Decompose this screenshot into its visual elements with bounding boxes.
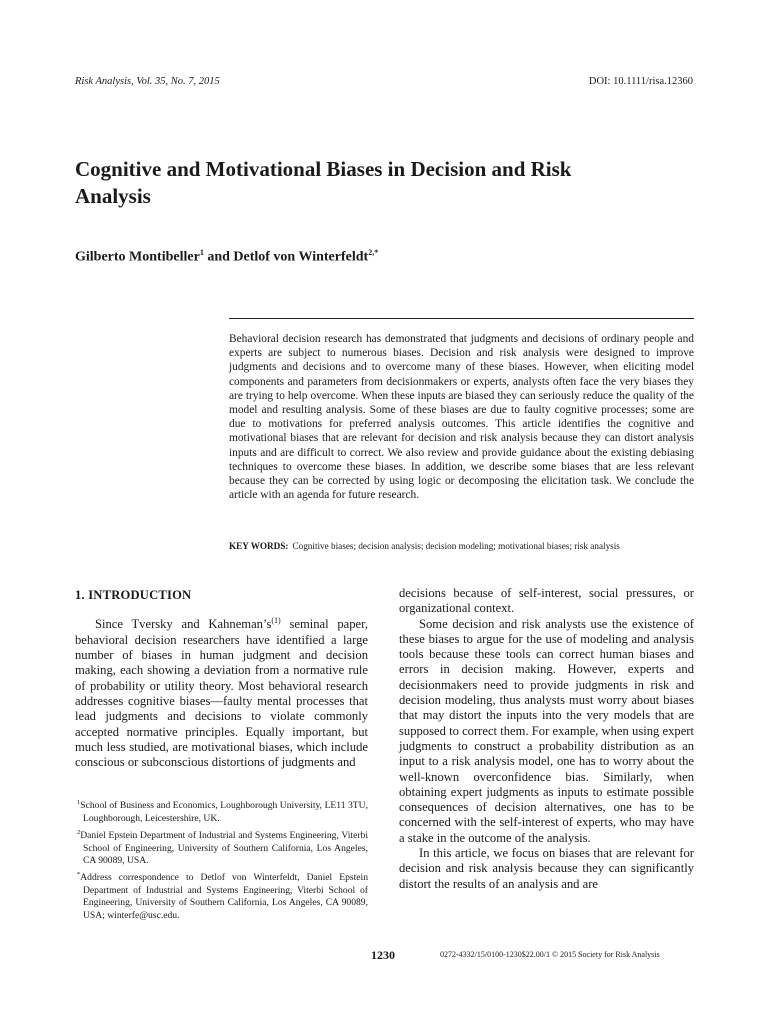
footnote-mark: 1 (77, 799, 81, 806)
author-conjunction: and (203, 249, 234, 265)
footnote-mark: * (77, 871, 81, 879)
author-1: Gilberto Montibeller (75, 249, 200, 265)
right-paragraph-3: In this article, we focus on biases that are relevant for decision and risk analysis because they can significantly distort the results of an analysis and are (399, 846, 694, 891)
footnote-text: School of Business and Economics, Loughborough University, LE11 3TU, Loughborough, Leicestershire, UK. (80, 800, 368, 824)
footnote-2 (75, 827, 368, 867)
author-1-affiliation: 1 (199, 248, 204, 257)
footnote-text: Daniel Epstein Department of Industrial and Systems Engineering, Viterbi School of Engineering, University of Southern California, Los Angeles, CA 90089, USA. (80, 830, 368, 866)
footnote-text: Address correspondence to Detlof von Winterfeldt, Daniel Epstein Department of Industrial and Systems Engineering, Viterbi School of Engineering, University of Southern California, Los Angeles, CA 90089, USA; winterfe@usc.edu. (80, 872, 368, 921)
left-column (75, 588, 368, 770)
keywords-text: Cognitive biases; decision analysis; decision modeling; motivational biases; risk analysis (292, 541, 620, 551)
footnote-correspondence (75, 869, 368, 922)
intro-text-start: Since Tversky and Kahneman’s (95, 617, 272, 632)
author-2-affiliation: 2,* (368, 248, 379, 257)
author-2: Detlof von Winterfeldt (233, 249, 369, 265)
footnotes (75, 797, 368, 924)
journal-citation: Risk Analysis, Vol. 35, No. 7, 2015 (75, 76, 220, 87)
right-column (399, 586, 694, 892)
footnote-mark: 2 (77, 829, 81, 836)
page-number: 1230 (371, 948, 395, 962)
keywords (229, 541, 699, 551)
footnote-1 (75, 797, 368, 825)
copyright: 0272-4332/15/0100-1230$22.00/1 © 2015 Society for Risk Analysis (440, 950, 660, 959)
doi: DOI: 10.1111/risa.12360 (588, 76, 693, 87)
right-paragraph-1: decisions because of self-interest, social pressures, or organizational context. (399, 586, 694, 616)
citation-ref: (1) (271, 616, 281, 626)
keywords-label: KEY WORDS: (229, 541, 289, 551)
authors (75, 248, 378, 266)
abstract: Behavioral decision research has demonstrated that judgments and decisions of ordinary people and experts are subject to numerous biases. Decision and risk analysis were designed to improve judgments and decisions and to overcome many of these biases. However, when eliciting model components and parameters from decisionmakers or experts, analysts often face the very biases they are trying to help overcome. When these inputs are biased they can seriously reduce the quality of the model and resulting analysis. Some of these biases are due to faulty cognitive processes; some are due to motivations for preferred analysis outcomes. This article identifies the cognitive and motivational biases that are relevant for decision and risk analysis because they can distort analysis inputs and are difficult to correct. We also review and provide guidance about the existing debiasing techniques to overcome these biases. In addition, we describe some biases that are less relevant because they can be corrected by using logic or decomposing the elicitation task. We conclude the article with an agenda for future research. (229, 333, 694, 502)
abstract-rule (229, 318, 694, 319)
section-heading: 1. INTRODUCTION (75, 588, 192, 602)
right-paragraph-2: Some decision and risk analysts use the existence of these biases to argue for the use of modeling and analysis tools because these tools can correct human biases and errors in decision making. However, experts and decisionmakers need to provide judgments in risk and decision modeling, thus analysts must worry about biases that may distort the inputs into the very models that are supposed to correct them. For example, when using expert judgments to construct a probability distribution as an input to a risk analysis model, one has to worry about the well-known overconfidence bias. Similarly, when obtaining expert judgments as inputs to estimate possible consequences of decision alternatives, one has to be concerned with the self-interest of experts, who may have a stake in the outcome of the analysis. (399, 616, 694, 845)
intro-paragraph-1 (75, 613, 368, 770)
intro-text-rest: seminal paper, behavioral decision researchers have identified a large number of biases in human judgment and decision making, each showing a deviation from a normative rule of probability or utility theory. Most behavioral research addresses cognitive biases—faulty mental processes that lead judgments and decisions to violate commonly accepted normative principles. Equally important, but much less studied, are motivational biases, which include conscious or subconscious distortions of judgments and (75, 617, 368, 770)
article-title: Cognitive and Motivational Biases in Decision and Risk Analysis (75, 157, 572, 208)
